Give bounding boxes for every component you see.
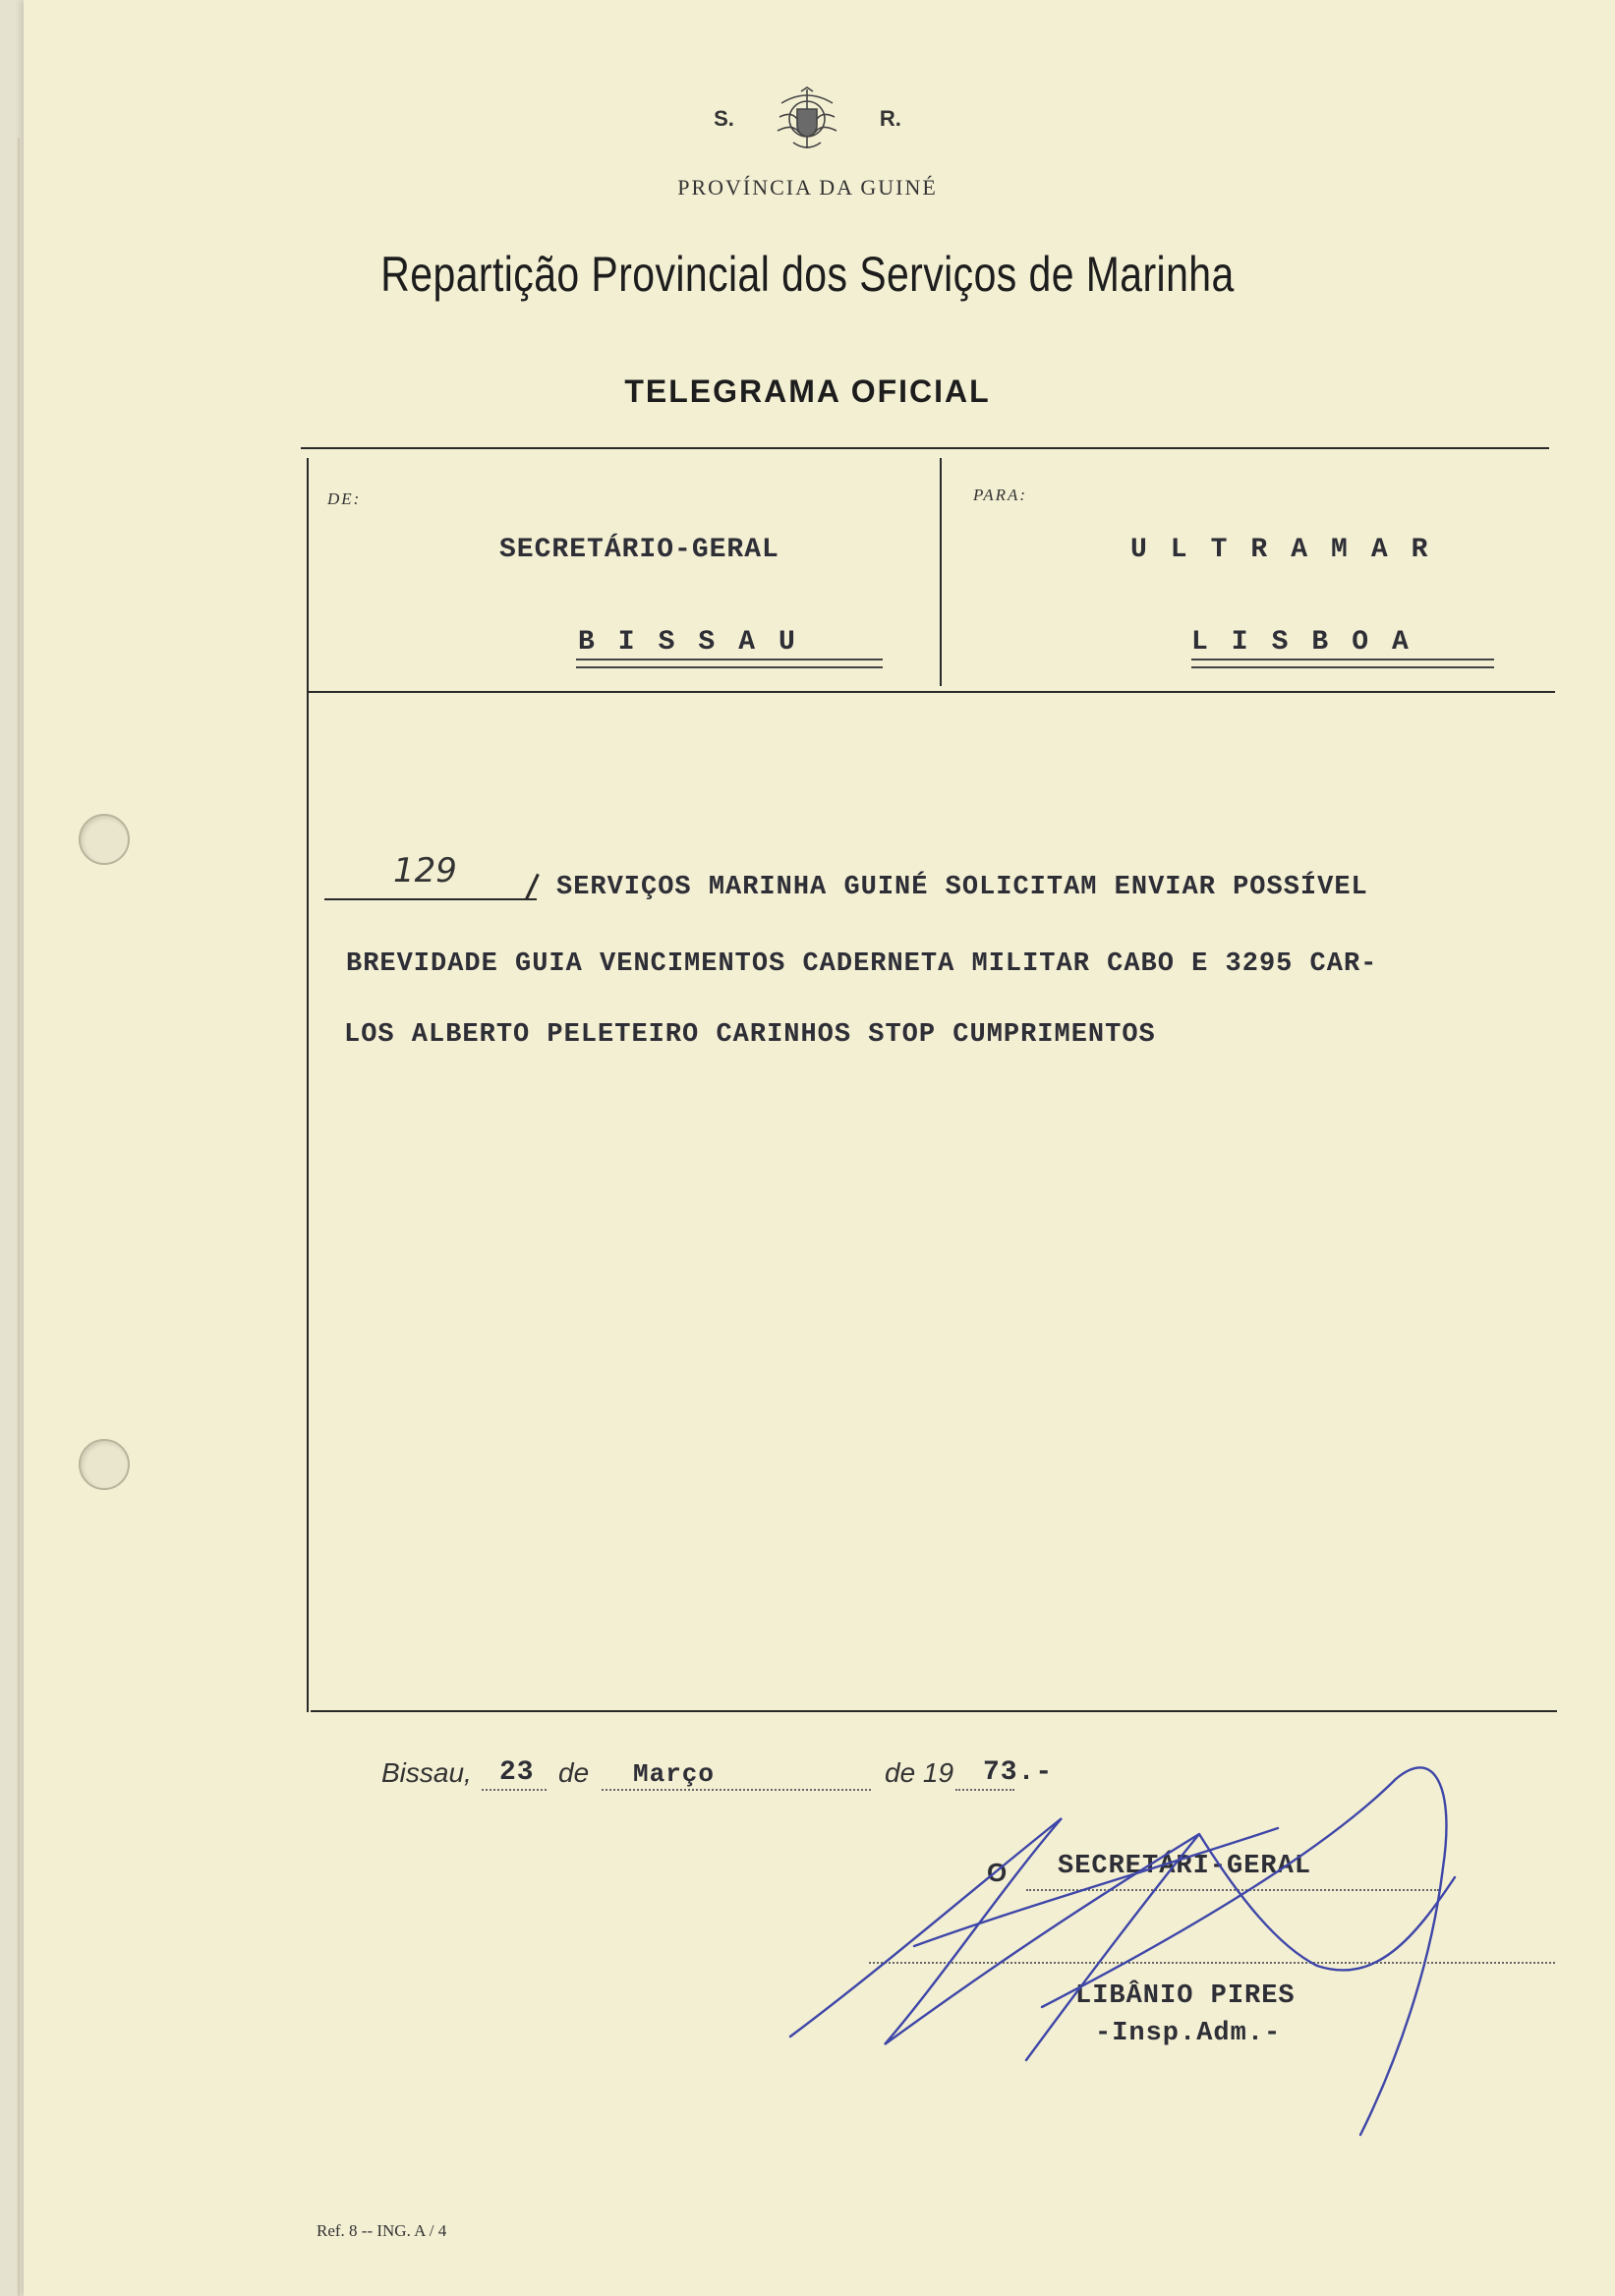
form-header-rule <box>307 691 1555 693</box>
date-de-2: de 19 <box>885 1757 954 1788</box>
message-line-1: SERVIÇOS MARINHA GUINÉ SOLICITAM ENVIAR POSSÍVEL <box>556 873 1368 902</box>
coat-of-arms-icon <box>772 84 842 154</box>
date-year: 73.- <box>983 1757 1054 1788</box>
message-line-3: LOS ALBERTO PELETEIRO CARINHOS STOP CUMPRIMENTOS <box>344 1020 1156 1050</box>
signatory-prefix: O <box>987 1858 1009 1887</box>
from-label: DE: <box>327 489 362 508</box>
page-edge <box>18 138 20 2296</box>
to-label: PARA: <box>973 486 1028 504</box>
number-underline <box>324 898 537 900</box>
letterhead-crest-row <box>0 85 1615 153</box>
letter-s: S. <box>714 106 734 131</box>
message-line-2: BREVIDADE GUIA VENCIMENTOS CADERNETA MILITAR CABO E 3295 CAR- <box>346 949 1378 979</box>
date-place: Bissau, <box>381 1757 472 1788</box>
handwritten-signature <box>767 1750 1494 2162</box>
form-left-rule <box>307 458 309 1712</box>
telegram-number: 129 <box>393 851 457 890</box>
letter-r: R. <box>879 106 901 131</box>
form-reference: Ref. 8 -- ING. A / 4 <box>317 2221 447 2240</box>
recipient-city: LISBOA <box>1191 627 1432 658</box>
punch-hole-bottom <box>79 1439 130 1490</box>
office-title: Repartição Provincial dos Serviços de Marinha <box>380 247 1235 302</box>
recipient-city-underline <box>1191 659 1494 668</box>
province-title: PROVÍNCIA DA GUINÉ <box>677 175 938 200</box>
date-day: 23 <box>499 1757 535 1788</box>
sender-city: BISSAU <box>578 627 819 658</box>
document-type: TELEGRAMA OFICIAL <box>624 373 991 409</box>
form-top-rule <box>301 447 1549 449</box>
punch-hole-top <box>79 814 130 865</box>
sender-name: SECRETÁRIO-GERAL <box>499 535 779 565</box>
date-de-1: de <box>558 1757 590 1788</box>
recipient-name: ULTRAMAR <box>1130 535 1452 565</box>
signatory-name: LIBÂNIO PIRES <box>1075 1981 1296 2011</box>
signatory-role: -Insp.Adm.- <box>1095 2019 1282 2048</box>
form-divider-rule <box>940 458 942 686</box>
signatory-title: SECRETÁRI-GERAL <box>1058 1852 1312 1881</box>
sender-city-underline <box>576 659 883 668</box>
day-dotted-line <box>482 1789 547 1791</box>
form-bottom-rule <box>311 1710 1557 1712</box>
date-month: Março <box>633 1759 716 1789</box>
